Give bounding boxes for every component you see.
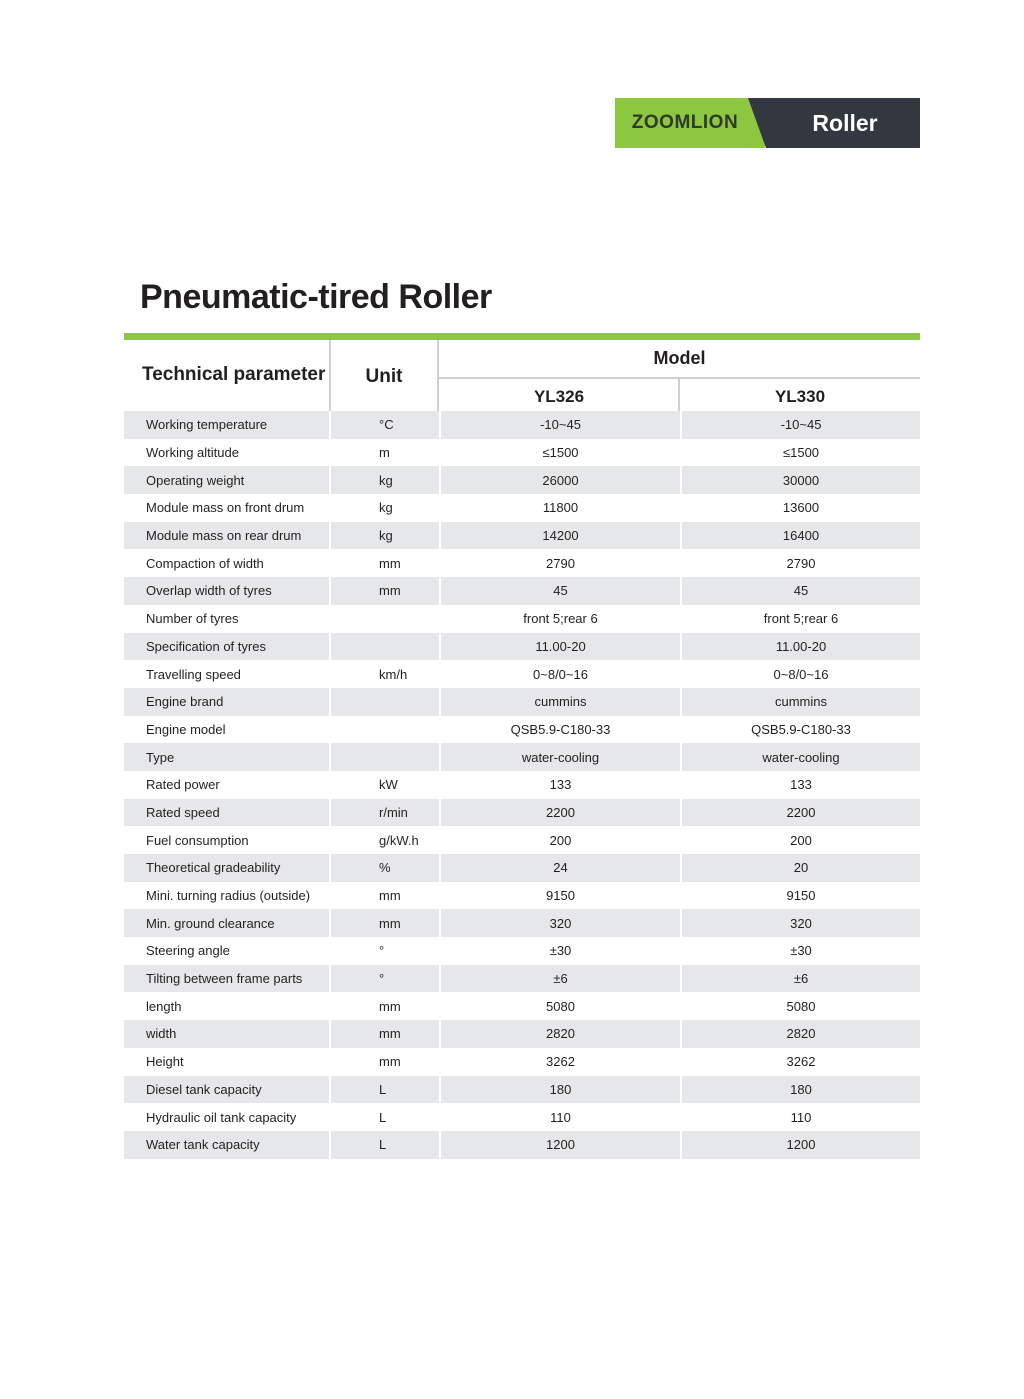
model-yl326-cell: 14200	[439, 522, 680, 550]
parameter-cell: Number of tyres	[146, 611, 239, 627]
model-yl330-cell: 2200	[680, 799, 920, 827]
table-header	[124, 340, 920, 411]
model-yl326-cell: 133	[439, 771, 680, 799]
model-yl326-cell: 3262	[439, 1048, 680, 1076]
unit-cell: m	[329, 439, 439, 467]
header-technical-parameter: Technical parameter	[142, 364, 326, 385]
header-divider	[678, 378, 680, 411]
unit-cell	[329, 743, 439, 771]
table-row	[124, 937, 920, 965]
model-yl330-cell: 11.00-20	[680, 633, 920, 661]
model-yl330-cell: ±30	[680, 937, 920, 965]
model-yl330-cell: front 5;rear 6	[680, 605, 920, 633]
parameter-cell: Mini. turning radius (outside)	[146, 888, 311, 904]
parameter-cell: Diesel tank capacity	[146, 1081, 262, 1097]
parameter-cell: Steering angle	[146, 943, 230, 959]
unit-cell: mm	[329, 549, 439, 577]
unit-cell: L	[329, 1103, 439, 1131]
parameter-cell: Min. ground clearance	[146, 915, 275, 931]
table-row	[124, 965, 920, 993]
model-yl326-cell: 11800	[439, 494, 680, 522]
table-row	[124, 1131, 920, 1159]
model-yl330-cell: water-cooling	[680, 743, 920, 771]
unit-cell	[329, 605, 439, 633]
table-row	[124, 605, 920, 633]
table-row	[124, 992, 920, 1020]
table-row	[124, 522, 920, 550]
model-yl326-cell: 200	[439, 826, 680, 854]
model-yl326-cell: 9150	[439, 882, 680, 910]
model-yl330-cell: 30000	[680, 466, 920, 494]
unit-cell: mm	[329, 992, 439, 1020]
unit-cell: mm	[329, 577, 439, 605]
model-yl326-cell: 0~8/0~16	[439, 660, 680, 688]
parameter-cell: Compaction of width	[146, 555, 264, 571]
model-yl330-cell: ±6	[680, 965, 920, 993]
unit-cell: kg	[329, 522, 439, 550]
model-yl326-cell: ±30	[439, 937, 680, 965]
table-row	[124, 854, 920, 882]
table-row	[124, 743, 920, 771]
model-yl326-cell: QSB5.9-C180-33	[439, 716, 680, 744]
parameter-cell: Module mass on rear drum	[146, 528, 302, 544]
parameter-cell: Tilting between frame parts	[146, 971, 303, 987]
model-yl330-cell: cummins	[680, 688, 920, 716]
model-yl326-cell: 11.00-20	[439, 633, 680, 661]
title-divider	[124, 333, 920, 340]
table-row	[124, 633, 920, 661]
table-row	[124, 826, 920, 854]
parameter-cell: Rated power	[146, 777, 220, 793]
unit-cell: km/h	[329, 660, 439, 688]
table-row	[124, 660, 920, 688]
model-yl330-cell: 9150	[680, 882, 920, 910]
parameter-cell: Fuel consumption	[146, 832, 249, 848]
parameter-cell: Rated speed	[146, 804, 220, 820]
model-yl330-cell: ≤1500	[680, 439, 920, 467]
table-row	[124, 494, 920, 522]
model-yl330-cell: 133	[680, 771, 920, 799]
table-row	[124, 1103, 920, 1131]
model-yl330-cell: 200	[680, 826, 920, 854]
unit-cell	[329, 688, 439, 716]
unit-cell: kW	[329, 771, 439, 799]
model-yl326-cell: 5080	[439, 992, 680, 1020]
unit-cell: r/min	[329, 799, 439, 827]
parameter-cell: Engine model	[146, 721, 226, 737]
table-row	[124, 799, 920, 827]
model-yl330-cell: 320	[680, 909, 920, 937]
model-yl326-cell: water-cooling	[439, 743, 680, 771]
model-yl330-cell: 20	[680, 854, 920, 882]
model-yl330-cell: -10~45	[680, 411, 920, 439]
model-yl326-cell: 320	[439, 909, 680, 937]
table-row	[124, 882, 920, 910]
parameter-cell: Working altitude	[146, 445, 239, 461]
table-row	[124, 688, 920, 716]
model-yl330-cell: 1200	[680, 1131, 920, 1159]
unit-cell	[329, 633, 439, 661]
spec-table	[124, 411, 920, 1159]
parameter-cell: Height	[146, 1054, 184, 1070]
unit-cell: mm	[329, 1020, 439, 1048]
unit-cell	[329, 716, 439, 744]
model-yl330-cell: 45	[680, 577, 920, 605]
parameter-cell: Operating weight	[146, 472, 245, 488]
parameter-cell: Overlap width of tyres	[146, 583, 272, 599]
table-row	[124, 1076, 920, 1104]
table-row	[124, 1048, 920, 1076]
model-yl330-cell: QSB5.9-C180-33	[680, 716, 920, 744]
model-yl330-cell: 13600	[680, 494, 920, 522]
unit-cell: kg	[329, 494, 439, 522]
model-yl326-cell: -10~45	[439, 411, 680, 439]
unit-cell: g/kW.h	[329, 826, 439, 854]
parameter-cell: Module mass on front drum	[146, 500, 305, 516]
model-yl330-cell: 2820	[680, 1020, 920, 1048]
header-divider	[439, 377, 920, 379]
parameter-cell: width	[146, 1026, 177, 1042]
table-row	[124, 411, 920, 439]
header-model-yl326: YL326	[533, 387, 585, 406]
header-divider	[437, 340, 439, 411]
parameter-cell: Water tank capacity	[146, 1137, 260, 1153]
unit-cell: L	[329, 1131, 439, 1159]
model-yl326-cell: 45	[439, 577, 680, 605]
model-yl330-cell: 16400	[680, 522, 920, 550]
parameter-cell: length	[146, 998, 182, 1014]
model-yl326-cell: cummins	[439, 688, 680, 716]
zoomlion-logo: ZOOMLION	[631, 112, 739, 133]
model-yl326-cell: 2820	[439, 1020, 680, 1048]
parameter-cell: Specification of tyres	[146, 638, 266, 654]
parameter-cell: Travelling speed	[146, 666, 241, 682]
model-yl330-cell: 3262	[680, 1048, 920, 1076]
page-title: Pneumatic-tired Roller	[140, 278, 492, 316]
table-row	[124, 1020, 920, 1048]
model-yl326-cell: ±6	[439, 965, 680, 993]
table-row	[124, 549, 920, 577]
model-yl326-cell: 24	[439, 854, 680, 882]
unit-cell: °	[329, 965, 439, 993]
unit-cell: °	[329, 937, 439, 965]
table-row	[124, 466, 920, 494]
model-yl330-cell: 110	[680, 1103, 920, 1131]
model-yl326-cell: 180	[439, 1076, 680, 1104]
unit-cell: %	[329, 854, 439, 882]
model-yl326-cell: 26000	[439, 466, 680, 494]
model-yl326-cell: 110	[439, 1103, 680, 1131]
header-model: Model	[653, 348, 706, 368]
parameter-cell: Engine brand	[146, 694, 224, 710]
unit-cell: L	[329, 1076, 439, 1104]
header-model-yl330: YL330	[774, 387, 826, 406]
unit-cell: °C	[329, 411, 439, 439]
model-yl330-cell: 180	[680, 1076, 920, 1104]
table-row	[124, 577, 920, 605]
header-unit: Unit	[365, 366, 403, 387]
header-divider	[329, 340, 331, 411]
table-row	[124, 439, 920, 467]
model-yl326-cell: ≤1500	[439, 439, 680, 467]
parameter-cell: Type	[146, 749, 175, 765]
table-row	[124, 909, 920, 937]
model-yl326-cell: 2790	[439, 549, 680, 577]
unit-cell: mm	[329, 1048, 439, 1076]
table-row	[124, 716, 920, 744]
parameter-cell: Theoretical gradeability	[146, 860, 281, 876]
unit-cell: mm	[329, 882, 439, 910]
unit-cell: mm	[329, 909, 439, 937]
model-yl330-cell: 2790	[680, 549, 920, 577]
model-yl326-cell: front 5;rear 6	[439, 605, 680, 633]
model-yl330-cell: 5080	[680, 992, 920, 1020]
unit-cell: kg	[329, 466, 439, 494]
model-yl326-cell: 1200	[439, 1131, 680, 1159]
model-yl330-cell: 0~8/0~16	[680, 660, 920, 688]
parameter-cell: Hydraulic oil tank capacity	[146, 1109, 297, 1125]
parameter-cell: Working temperature	[146, 417, 268, 433]
product-category-label: Roller	[812, 110, 878, 136]
brand-banner	[615, 98, 920, 148]
model-yl326-cell: 2200	[439, 799, 680, 827]
table-row	[124, 771, 920, 799]
